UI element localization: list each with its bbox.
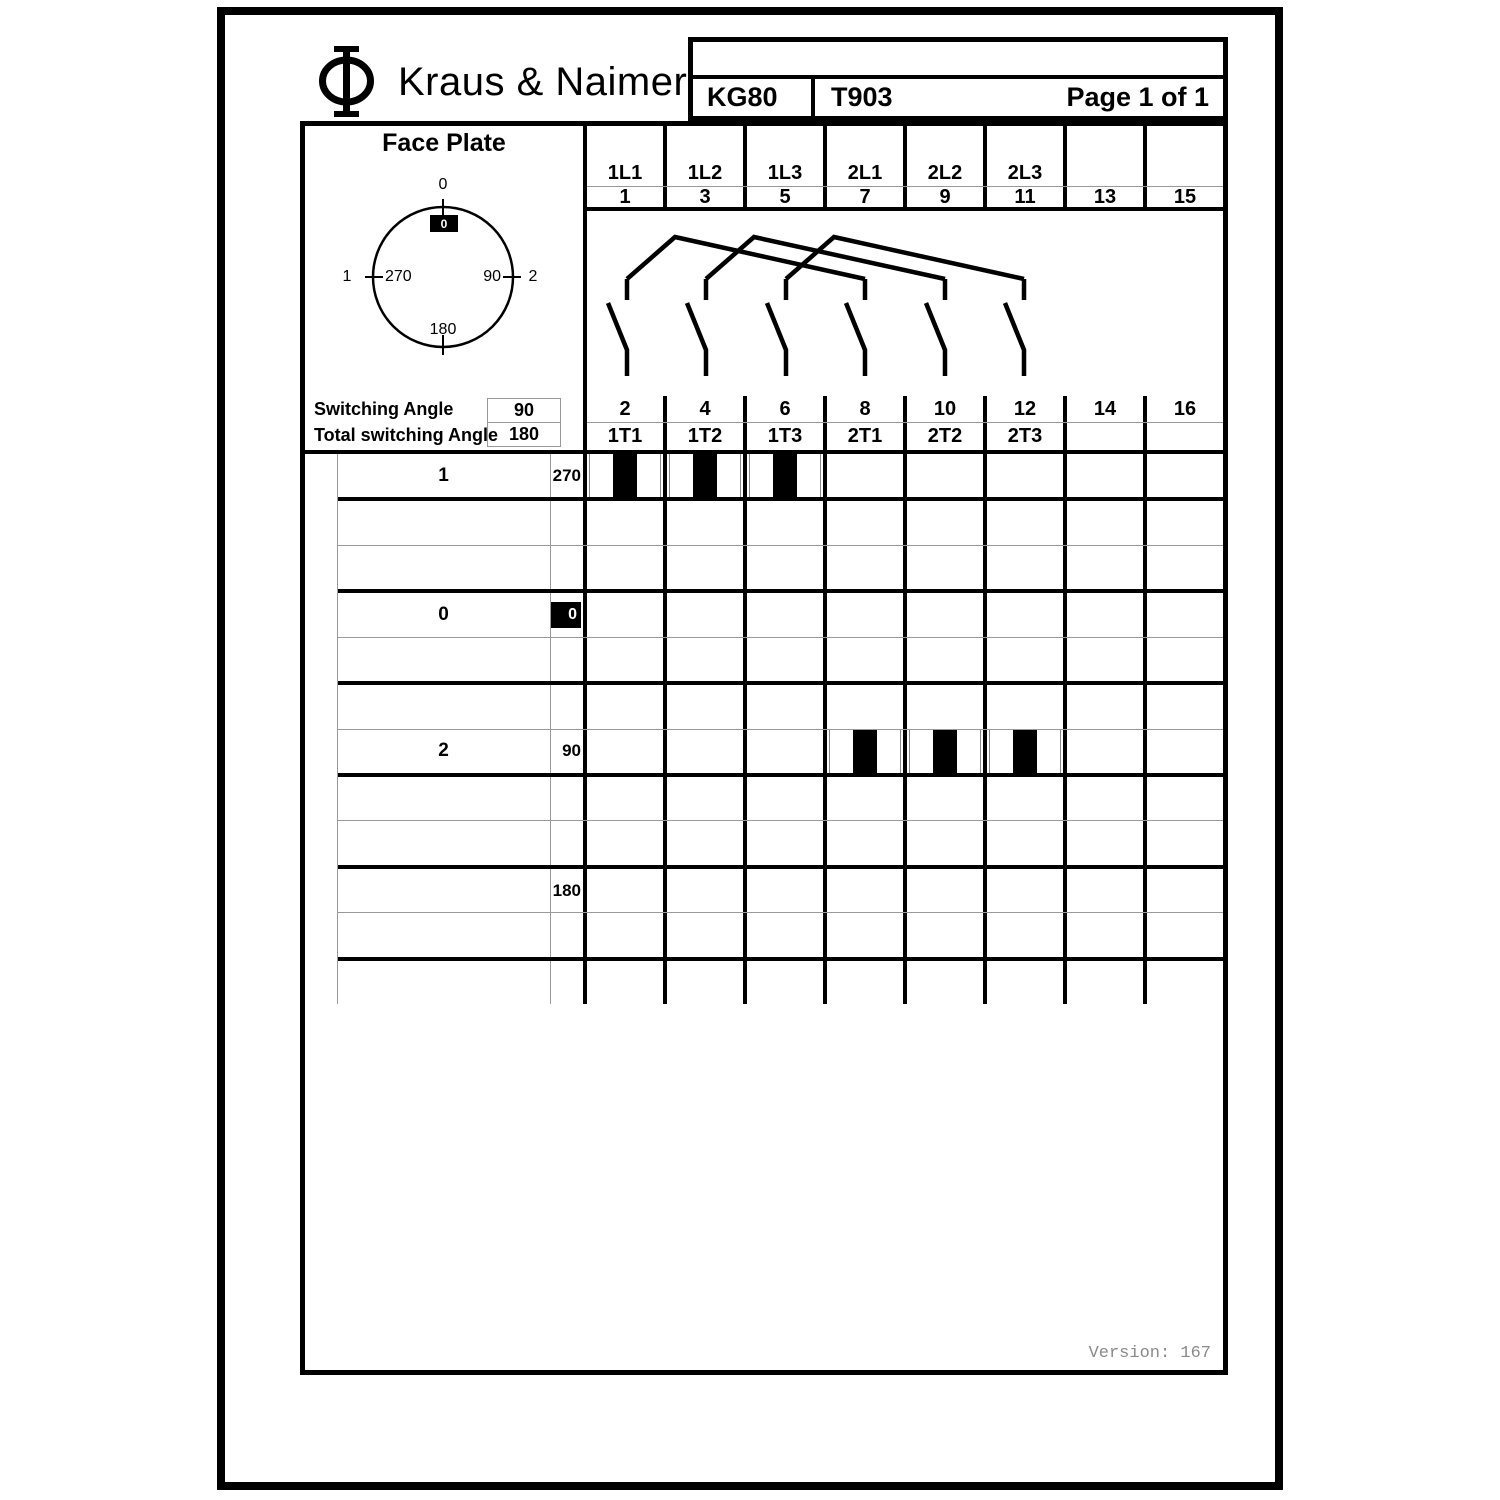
mark-fill (933, 730, 956, 773)
angle-cell (551, 961, 587, 1004)
empty-cell (743, 126, 823, 161)
matrix-left-strip-divider (337, 454, 338, 1004)
contact-cell (903, 593, 983, 636)
contact-cell (823, 869, 903, 912)
contact-cell (587, 501, 663, 544)
angle-cell (551, 638, 587, 681)
contact-cell (903, 685, 983, 728)
matrix-body (305, 450, 1223, 1004)
matrix-row (337, 454, 1223, 501)
version-text: Version: 167 (1088, 1344, 1211, 1363)
contact-cell (1063, 454, 1143, 497)
type-number: T903 (831, 82, 893, 112)
mark-fill (1013, 730, 1036, 773)
matrix-row (337, 821, 1223, 868)
matrix-row (337, 638, 1223, 685)
switching-angle-section (305, 396, 1223, 450)
terminal-label: 1L2 (663, 161, 743, 186)
contact-cell (663, 501, 743, 544)
mark-gap (990, 730, 1013, 773)
mark-fill (613, 454, 636, 497)
mark-fill (773, 454, 796, 497)
terminal-number: 9 (903, 187, 983, 207)
position-label (337, 777, 551, 820)
angle-cell: 270 (551, 454, 587, 497)
matrix-row (337, 913, 1223, 960)
matrix-row (337, 869, 1223, 913)
contact-cell (903, 501, 983, 544)
mark-gap (877, 730, 900, 773)
contact-cell (743, 638, 823, 681)
angle-cell (551, 501, 587, 544)
contact-cell (743, 501, 823, 544)
contact-closed-mark (909, 730, 981, 773)
switching-angle-value: 90 (487, 398, 561, 423)
empty-cell (587, 126, 663, 161)
contact-cell (1143, 638, 1223, 681)
terminal-number: 4 (663, 396, 743, 422)
contact-cell (663, 821, 743, 864)
empty-cell (903, 126, 983, 161)
terminal-number: 12 (983, 396, 1063, 422)
notes-area (305, 1004, 1223, 1370)
terminal-number: 6 (743, 396, 823, 422)
contact-diagram (587, 211, 1223, 396)
switching-angle-panel (305, 396, 587, 450)
mark-gap (957, 730, 980, 773)
contact-cell (743, 730, 823, 773)
contact-closed-mark (829, 730, 901, 773)
angle-cell (551, 546, 587, 589)
contact-cell (1063, 638, 1143, 681)
terminal-label: 2L1 (823, 161, 903, 186)
angle-cell (551, 821, 587, 864)
contact-cell (587, 454, 663, 497)
contact-cell (663, 869, 743, 912)
matrix-row (337, 777, 1223, 821)
contact-cell (663, 638, 743, 681)
dial-position-marker: 0 (430, 215, 458, 232)
matrix-row (337, 730, 1223, 777)
contact-cell (823, 730, 903, 773)
terminal-label (1143, 161, 1223, 186)
page-title: Face Plate (305, 126, 587, 161)
angle-cell: 90 (551, 730, 587, 773)
contact-closed-mark (989, 730, 1061, 773)
contact-closed-mark (749, 454, 821, 497)
mark-gap (750, 454, 773, 497)
terminal-header-and-diagram (587, 161, 1223, 396)
contact-cell (663, 730, 743, 773)
terminal-label: 2L2 (903, 161, 983, 186)
matrix-row (337, 546, 1223, 593)
contact-cell (743, 961, 823, 1004)
dial-label-top: 0 (438, 176, 448, 193)
contact-cell (1063, 546, 1143, 589)
contact-cell (903, 454, 983, 497)
header-empty-cells (587, 126, 1223, 161)
terminal-label (1063, 161, 1143, 186)
contact-cell (983, 593, 1063, 636)
brand-logo (316, 44, 687, 120)
model-number: KG80 (693, 79, 815, 116)
angle-cell (551, 593, 587, 636)
contact-cell (663, 777, 743, 820)
position-label (337, 685, 551, 728)
position-label (337, 913, 551, 956)
mark-gap (670, 454, 693, 497)
contact-cell (743, 777, 823, 820)
contact-cell (1063, 869, 1143, 912)
terminal-label (1143, 423, 1223, 450)
mark-gap (910, 730, 933, 773)
mark-gap (717, 454, 740, 497)
contact-cell (1063, 777, 1143, 820)
contact-cell (1143, 961, 1223, 1004)
terminal-label: 1L1 (607, 162, 643, 184)
contact-cell (983, 546, 1063, 589)
contact-cell (1143, 454, 1223, 497)
contact-cell (823, 961, 903, 1004)
terminal-number: 5 (743, 187, 823, 207)
contact-cell (663, 593, 743, 636)
switch-contacts-icon (587, 211, 1223, 396)
contact-cell (743, 869, 823, 912)
contact-cell (903, 961, 983, 1004)
contact-cell (743, 593, 823, 636)
contact-cell (1143, 869, 1223, 912)
contact-cell (903, 869, 983, 912)
contact-cell (823, 638, 903, 681)
contact-cell (983, 869, 1063, 912)
page-indicator: Page 1 of 1 (1066, 82, 1209, 112)
contact-cell (587, 685, 663, 728)
phi-logo-icon (316, 44, 378, 120)
contact-cell (1143, 730, 1223, 773)
contact-cell (823, 777, 903, 820)
mark-gap (830, 730, 853, 773)
terminal-number: 2 (619, 397, 631, 420)
terminal-label: 2T3 (983, 423, 1063, 450)
contact-cell (587, 777, 663, 820)
current-position-marker: 0 (551, 602, 581, 628)
title-block-row (693, 79, 1223, 116)
contact-cell (1143, 821, 1223, 864)
contact-closed-mark (589, 454, 661, 497)
contact-cell (823, 821, 903, 864)
terminal-number: 8 (823, 396, 903, 422)
empty-cell (1143, 126, 1223, 161)
mark-fill (853, 730, 876, 773)
contact-cell (983, 638, 1063, 681)
position-label (337, 821, 551, 864)
empty-cell (663, 126, 743, 161)
terminal-top-labels-row (587, 161, 1223, 187)
contact-cell (1063, 685, 1143, 728)
contact-cell (663, 913, 743, 956)
contact-cell (663, 961, 743, 1004)
contact-cell (983, 961, 1063, 1004)
empty-cell (1063, 126, 1143, 161)
contact-cell (1063, 730, 1143, 773)
angle-cell (551, 777, 587, 820)
contact-cell (1143, 777, 1223, 820)
angle-cell: 180 (551, 869, 587, 912)
position-label (337, 546, 551, 589)
terminal-label: 1T1 (607, 425, 643, 447)
dial-label-90: 90 (483, 268, 501, 285)
terminal-label (1063, 423, 1143, 450)
mark-gap (1037, 730, 1060, 773)
contact-cell (903, 730, 983, 773)
contact-cell (743, 685, 823, 728)
terminal-label: 1L3 (743, 161, 823, 186)
terminal-number: 11 (983, 187, 1063, 207)
terminal-number: 10 (903, 396, 983, 422)
contact-cell (983, 821, 1063, 864)
faceplate-header-row (305, 126, 1223, 161)
position-label (337, 961, 551, 1004)
terminal-bottom-numbers-row (587, 396, 1223, 423)
contact-cell (743, 454, 823, 497)
terminal-number: 16 (1143, 396, 1223, 422)
contact-cell (1143, 593, 1223, 636)
dial-and-diagram-section (305, 161, 1223, 396)
angle-cell (551, 685, 587, 728)
dial-label-position-2: 2 (528, 268, 538, 285)
terminal-number: 3 (663, 187, 743, 207)
contact-cell (743, 821, 823, 864)
terminal-number: 7 (823, 187, 903, 207)
matrix-row (337, 685, 1223, 729)
mark-gap (590, 454, 613, 497)
contact-cell (903, 913, 983, 956)
brand-name: Kraus & Naimer (398, 59, 688, 104)
contact-cell (663, 685, 743, 728)
terminal-label: 2T2 (903, 423, 983, 450)
terminal-number: 1 (619, 185, 631, 208)
contact-cell (587, 869, 663, 912)
title-block-empty-row (693, 42, 1223, 79)
contact-cell (1143, 501, 1223, 544)
contact-cell (903, 777, 983, 820)
position-label (337, 638, 551, 681)
matrix-row (337, 961, 1223, 1004)
contact-cell (587, 961, 663, 1004)
terminal-number: 15 (1143, 187, 1223, 207)
total-switching-angle-value: 180 (487, 422, 561, 447)
contact-cell (587, 546, 663, 589)
position-label: 1 (337, 454, 551, 497)
dial-label-180: 180 (429, 321, 457, 338)
contact-cell (983, 501, 1063, 544)
contact-cell (1063, 501, 1143, 544)
mark-fill (693, 454, 716, 497)
terminal-bottom-labels-row (587, 423, 1223, 450)
empty-cell (983, 126, 1063, 161)
contact-cell (587, 593, 663, 636)
contact-cell (983, 777, 1063, 820)
contact-cell (587, 821, 663, 864)
contact-cell (983, 730, 1063, 773)
contact-cell (587, 730, 663, 773)
title-block (688, 37, 1228, 121)
contact-cell (983, 685, 1063, 728)
contact-cell (983, 913, 1063, 956)
angle-cell (551, 913, 587, 956)
matrix-row (337, 501, 1223, 545)
contact-cell (663, 454, 743, 497)
contact-cell (1063, 913, 1143, 956)
position-label (337, 869, 551, 912)
terminal-label: 2L3 (983, 161, 1063, 186)
terminal-top-numbers-row (587, 187, 1223, 211)
contact-cell (823, 593, 903, 636)
contact-cell (663, 546, 743, 589)
content-box (300, 121, 1228, 1375)
mark-gap (797, 454, 820, 497)
contact-cell (743, 913, 823, 956)
terminal-label: 2T1 (823, 423, 903, 450)
dial-label-270: 270 (385, 268, 412, 285)
contact-cell (823, 546, 903, 589)
contact-cell (823, 685, 903, 728)
contact-cell (1063, 821, 1143, 864)
contact-cell (983, 454, 1063, 497)
contact-cell (823, 501, 903, 544)
empty-cell (823, 126, 903, 161)
contact-cell (823, 913, 903, 956)
contact-cell (587, 638, 663, 681)
total-switching-angle-label: Total switching Angle (314, 425, 498, 445)
contact-cell (903, 821, 983, 864)
position-label (337, 501, 551, 544)
position-label: 0 (337, 593, 551, 636)
mark-gap (637, 454, 660, 497)
contact-cell (903, 546, 983, 589)
contact-cell (1143, 546, 1223, 589)
switching-angle-label: Switching Angle (314, 399, 454, 419)
contact-cell (1143, 685, 1223, 728)
terminal-label: 1T2 (663, 423, 743, 450)
position-label: 2 (337, 730, 551, 773)
contact-cell (1063, 961, 1143, 1004)
terminal-number: 13 (1063, 187, 1143, 207)
terminal-number: 14 (1063, 396, 1143, 422)
contact-cell (587, 913, 663, 956)
contact-cell (903, 638, 983, 681)
terminal-bottom-headers (587, 396, 1223, 450)
contact-cell (1063, 593, 1143, 636)
dial-label-position-1: 1 (342, 268, 352, 285)
matrix-row (337, 593, 1223, 637)
contact-cell (823, 454, 903, 497)
contact-cell (743, 546, 823, 589)
position-dial (305, 161, 587, 396)
contact-closed-mark (669, 454, 741, 497)
terminal-label: 1T3 (743, 423, 823, 450)
contact-cell (1143, 913, 1223, 956)
